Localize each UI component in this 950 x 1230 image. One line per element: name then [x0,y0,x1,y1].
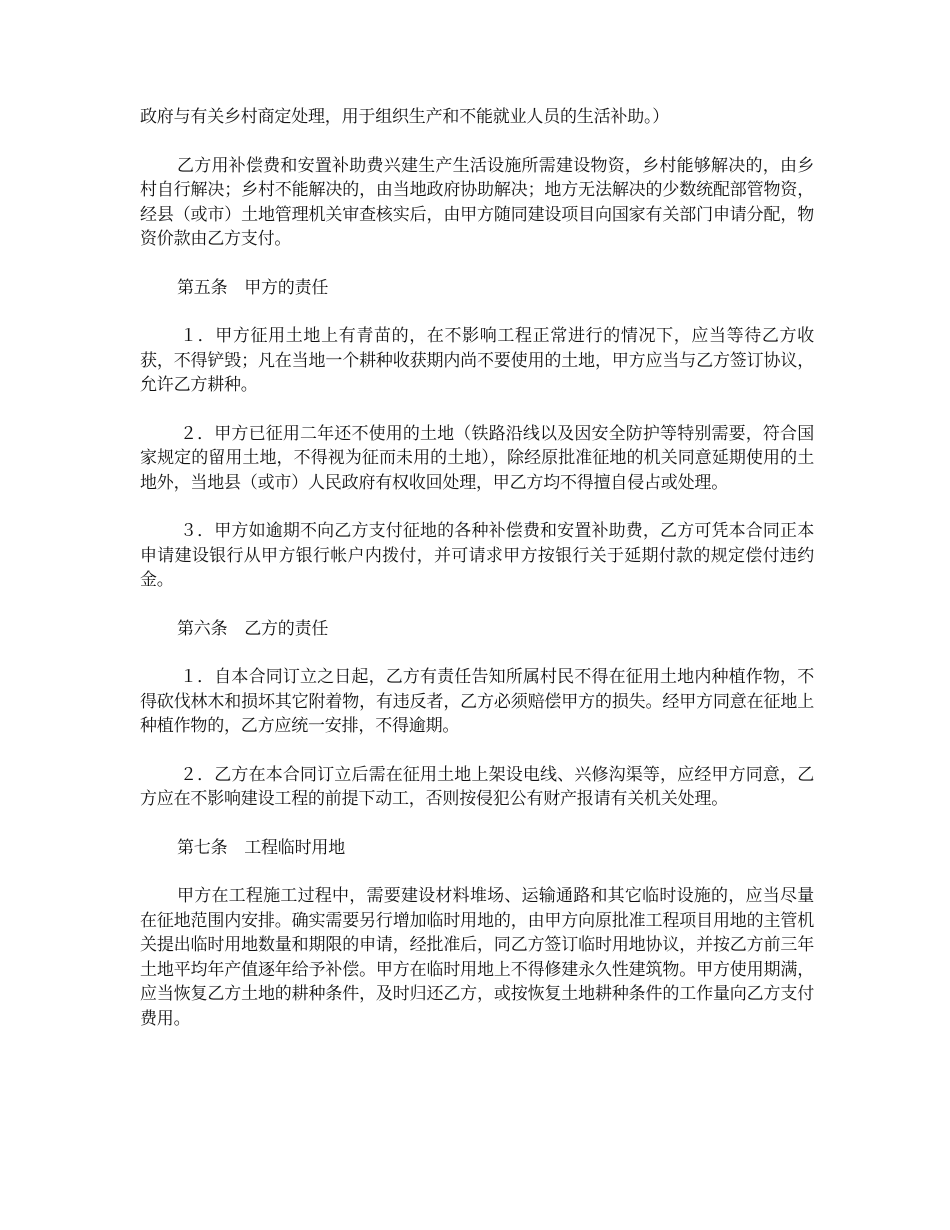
article-5-item-3: ３．甲方如逾期不向乙方支付征地的各种补偿费和安置补助费，乙方可凭本合同正本申请建设银行从甲方银行帐户内拨付，并可请求甲方按银行关于延期付款的规定偿付违约金。 [140,521,814,590]
article-6-heading: 第六条 乙方的责任 [177,618,329,639]
paragraph-materials: 乙方用补偿费和安置补助费兴建生产生活设施所需建设物资，乡村能够解决的，由乡村自行解决；乡村不能解决的，由当地政府协助解决；地方无法解决的少数统配部管物资，经县（或市）土地管理机关审查核实后，由甲方随同建设项目向国家有关部门申请分配，物资价款由乙方支付。 [140,155,814,249]
article-7-body: 甲方在工程施工过程中，需要建设材料堆场、运输通路和其它临时设施的，应当尽量在征地范围内安排。确实需要另行增加临时用地的，由甲方向原批准工程项目用地的主管机关提出临时用地数量和期限的申请，经批准后，同乙方签订临时用地协议，并按乙方前三年土地平均年产值逐年给予补偿。甲方在临时用地上不得修建永久性建筑物。甲方使用期满，应当恢复乙方土地的耕种条件，及时归还乙方，或按恢复土地耕种条件的工作量向乙方支付费用。 [140,886,814,1029]
document-page [140,105,814,1055]
article-5-heading: 第五条 甲方的责任 [177,277,329,298]
article-7-heading: 第七条 工程临时用地 [177,837,345,858]
paragraph-continuation: 政府与有关乡村商定处理，用于组织生产和不能就业人员的生活补助。） [140,107,670,127]
article-5-item-1: １．甲方征用土地上有青苗的，在不影响工程正常进行的情况下，应当等待乙方收获，不得铲毁；凡在当地一个耕种收获期内尚不要使用的土地，甲方应当与乙方签订协议，允许乙方耕种。 [140,326,814,395]
article-6-item-2: ２．乙方在本合同订立后需在征用土地上架设电线、兴修沟渠等，应经甲方同意，乙方应在不影响建设工程的前提下动工，否则按侵犯公有财产报请有关机关处理。 [140,764,814,809]
article-5-item-2: ２．甲方已征用二年还不使用的土地（铁路沿线以及因安全防护等特别需要，符合国家规定的留用土地，不得视为征而未用的土地），除经原批准征地的机关同意延期使用的土地外，当地县（或市）人民政府有权收回处理，甲乙方均不得擅自侵占或处理。 [140,423,814,493]
article-6-item-1: １．自本合同订立之日起，乙方有责任告知所属村民不得在征用土地内种植作物，不得砍伐林木和损坏其它附着物，有违反者，乙方必须赔偿甲方的损失。经甲方同意在征地上种植作物的，乙方应统一安排，不得逾期。 [140,667,814,736]
